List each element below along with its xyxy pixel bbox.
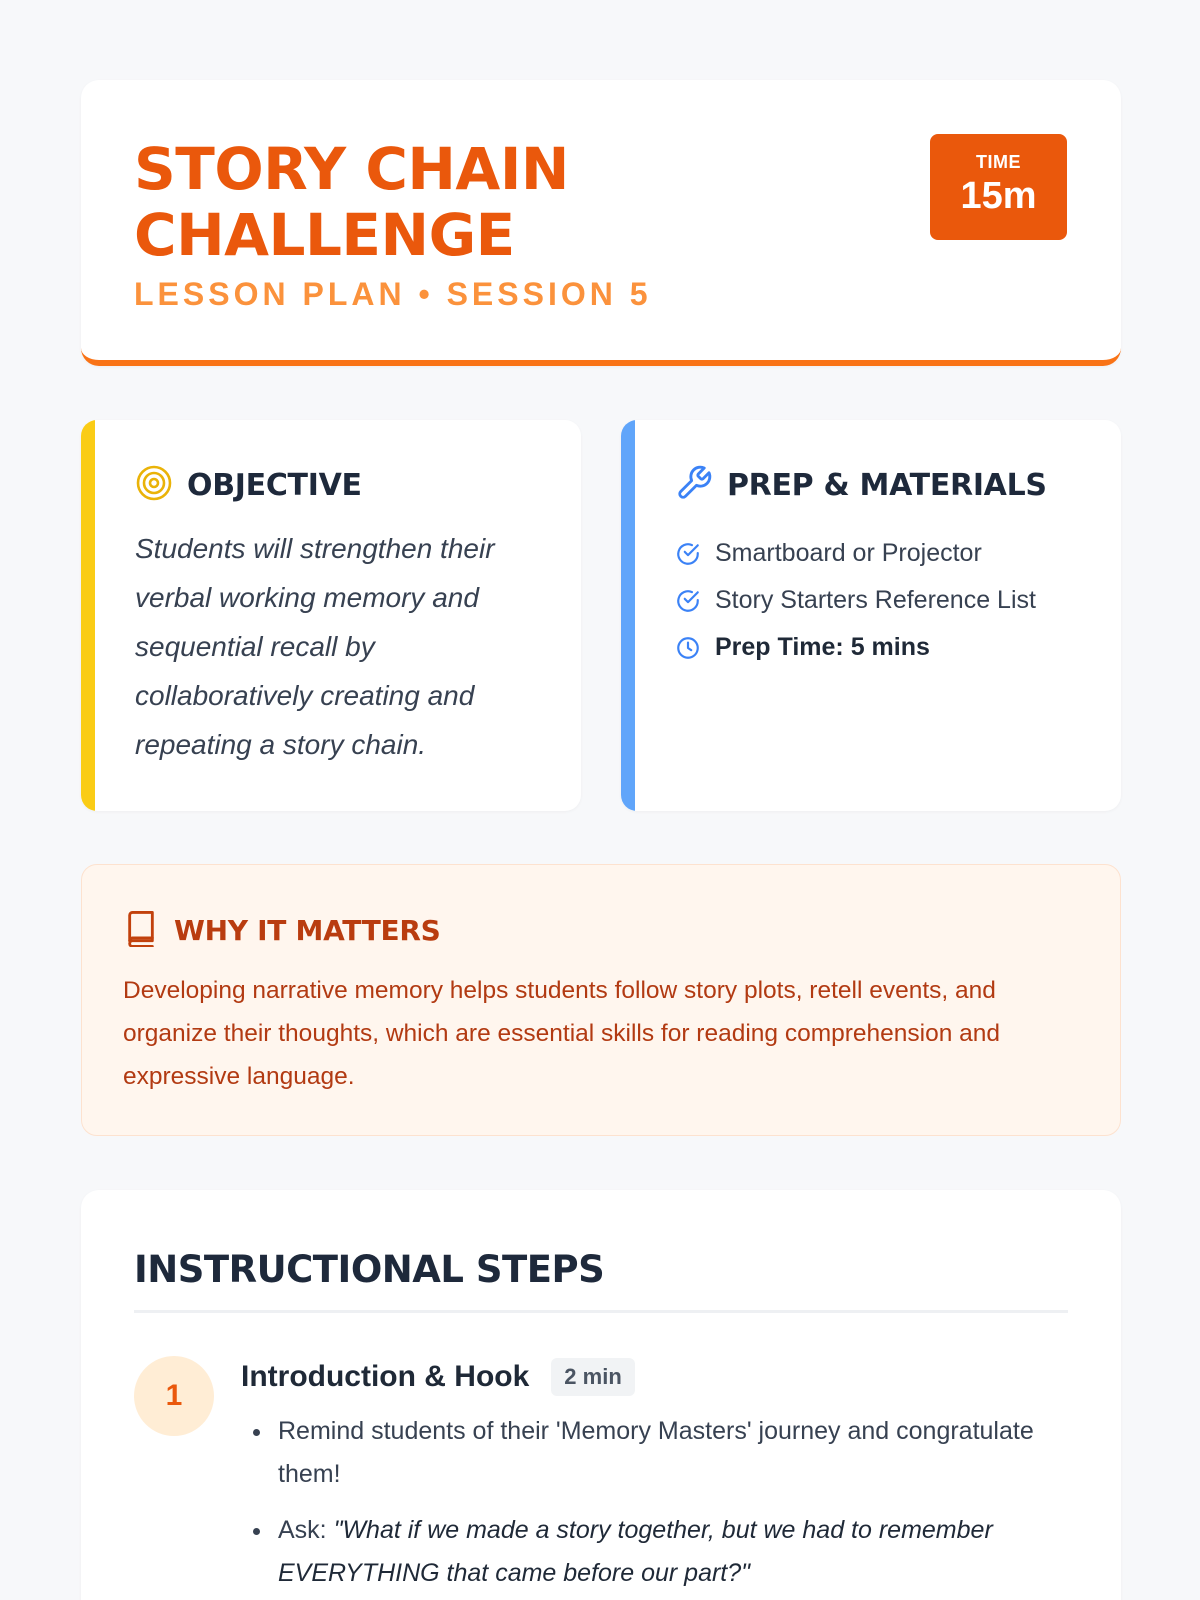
bullet-quote: "What if we made a story together, but we had to remember EVERYTHING that came before our part?" [278,1516,993,1587]
bullet-text: Remind students of their 'Memory Masters' journey and congratulate them! [278,1417,1034,1488]
list-item [675,577,1036,624]
step-number: 1 [134,1356,214,1436]
objective-heading: OBJECTIVE [187,468,362,503]
book-icon [124,909,158,952]
steps-heading: INSTRUCTIONAL STEPS [134,1248,605,1291]
step-duration-badge: 2 min [551,1358,634,1396]
list-item [274,1509,1074,1595]
objective-header [135,464,362,507]
check-circle-icon [675,588,701,614]
wrench-icon [675,464,713,507]
page-subtitle: LESSON PLAN • SESSION 5 [134,276,652,312]
step-title: Introduction & Hook [241,1360,530,1393]
header-card [81,80,1121,366]
material-label: Story Starters Reference List [715,586,1036,614]
prep-time-label: Prep Time: 5 mins [715,633,930,661]
why-text: Developing narrative memory helps students follow story plots, retell events, and organize their thoughts, which are essential skills for reading comprehension and expressive language. [123,977,1001,1090]
material-label: Smartboard or Projector [715,539,982,567]
list-item [675,624,1036,671]
prep-header [675,464,1047,507]
clock-icon [675,635,701,661]
step-header [241,1358,635,1396]
why-it-matters-card [81,864,1121,1136]
prep-card [621,420,1121,811]
objective-accent-bar [81,420,95,811]
why-heading: WHY IT MATTERS [174,914,441,947]
objective-card [81,420,581,811]
time-badge [930,134,1067,240]
divider [134,1310,1068,1313]
prep-accent-bar [621,420,635,811]
list-item [274,1410,1074,1496]
page-title: STORY CHAIN CHALLENGE [134,135,569,269]
list-item [675,530,1036,577]
time-value: 15m [960,175,1037,217]
materials-list [675,530,1036,671]
prep-heading: PREP & MATERIALS [727,468,1047,503]
target-icon [135,464,173,507]
check-circle-icon [675,541,701,567]
why-header [124,909,440,952]
instructional-steps-card [81,1190,1121,1600]
time-label: TIME [976,152,1021,172]
objective-text: Students will strengthen their verbal working memory and sequential recall by collaboratively creating and repeating a story chain. [135,533,495,760]
step-bullets [274,1410,1074,1600]
bullet-prefix: Ask: [278,1516,334,1544]
